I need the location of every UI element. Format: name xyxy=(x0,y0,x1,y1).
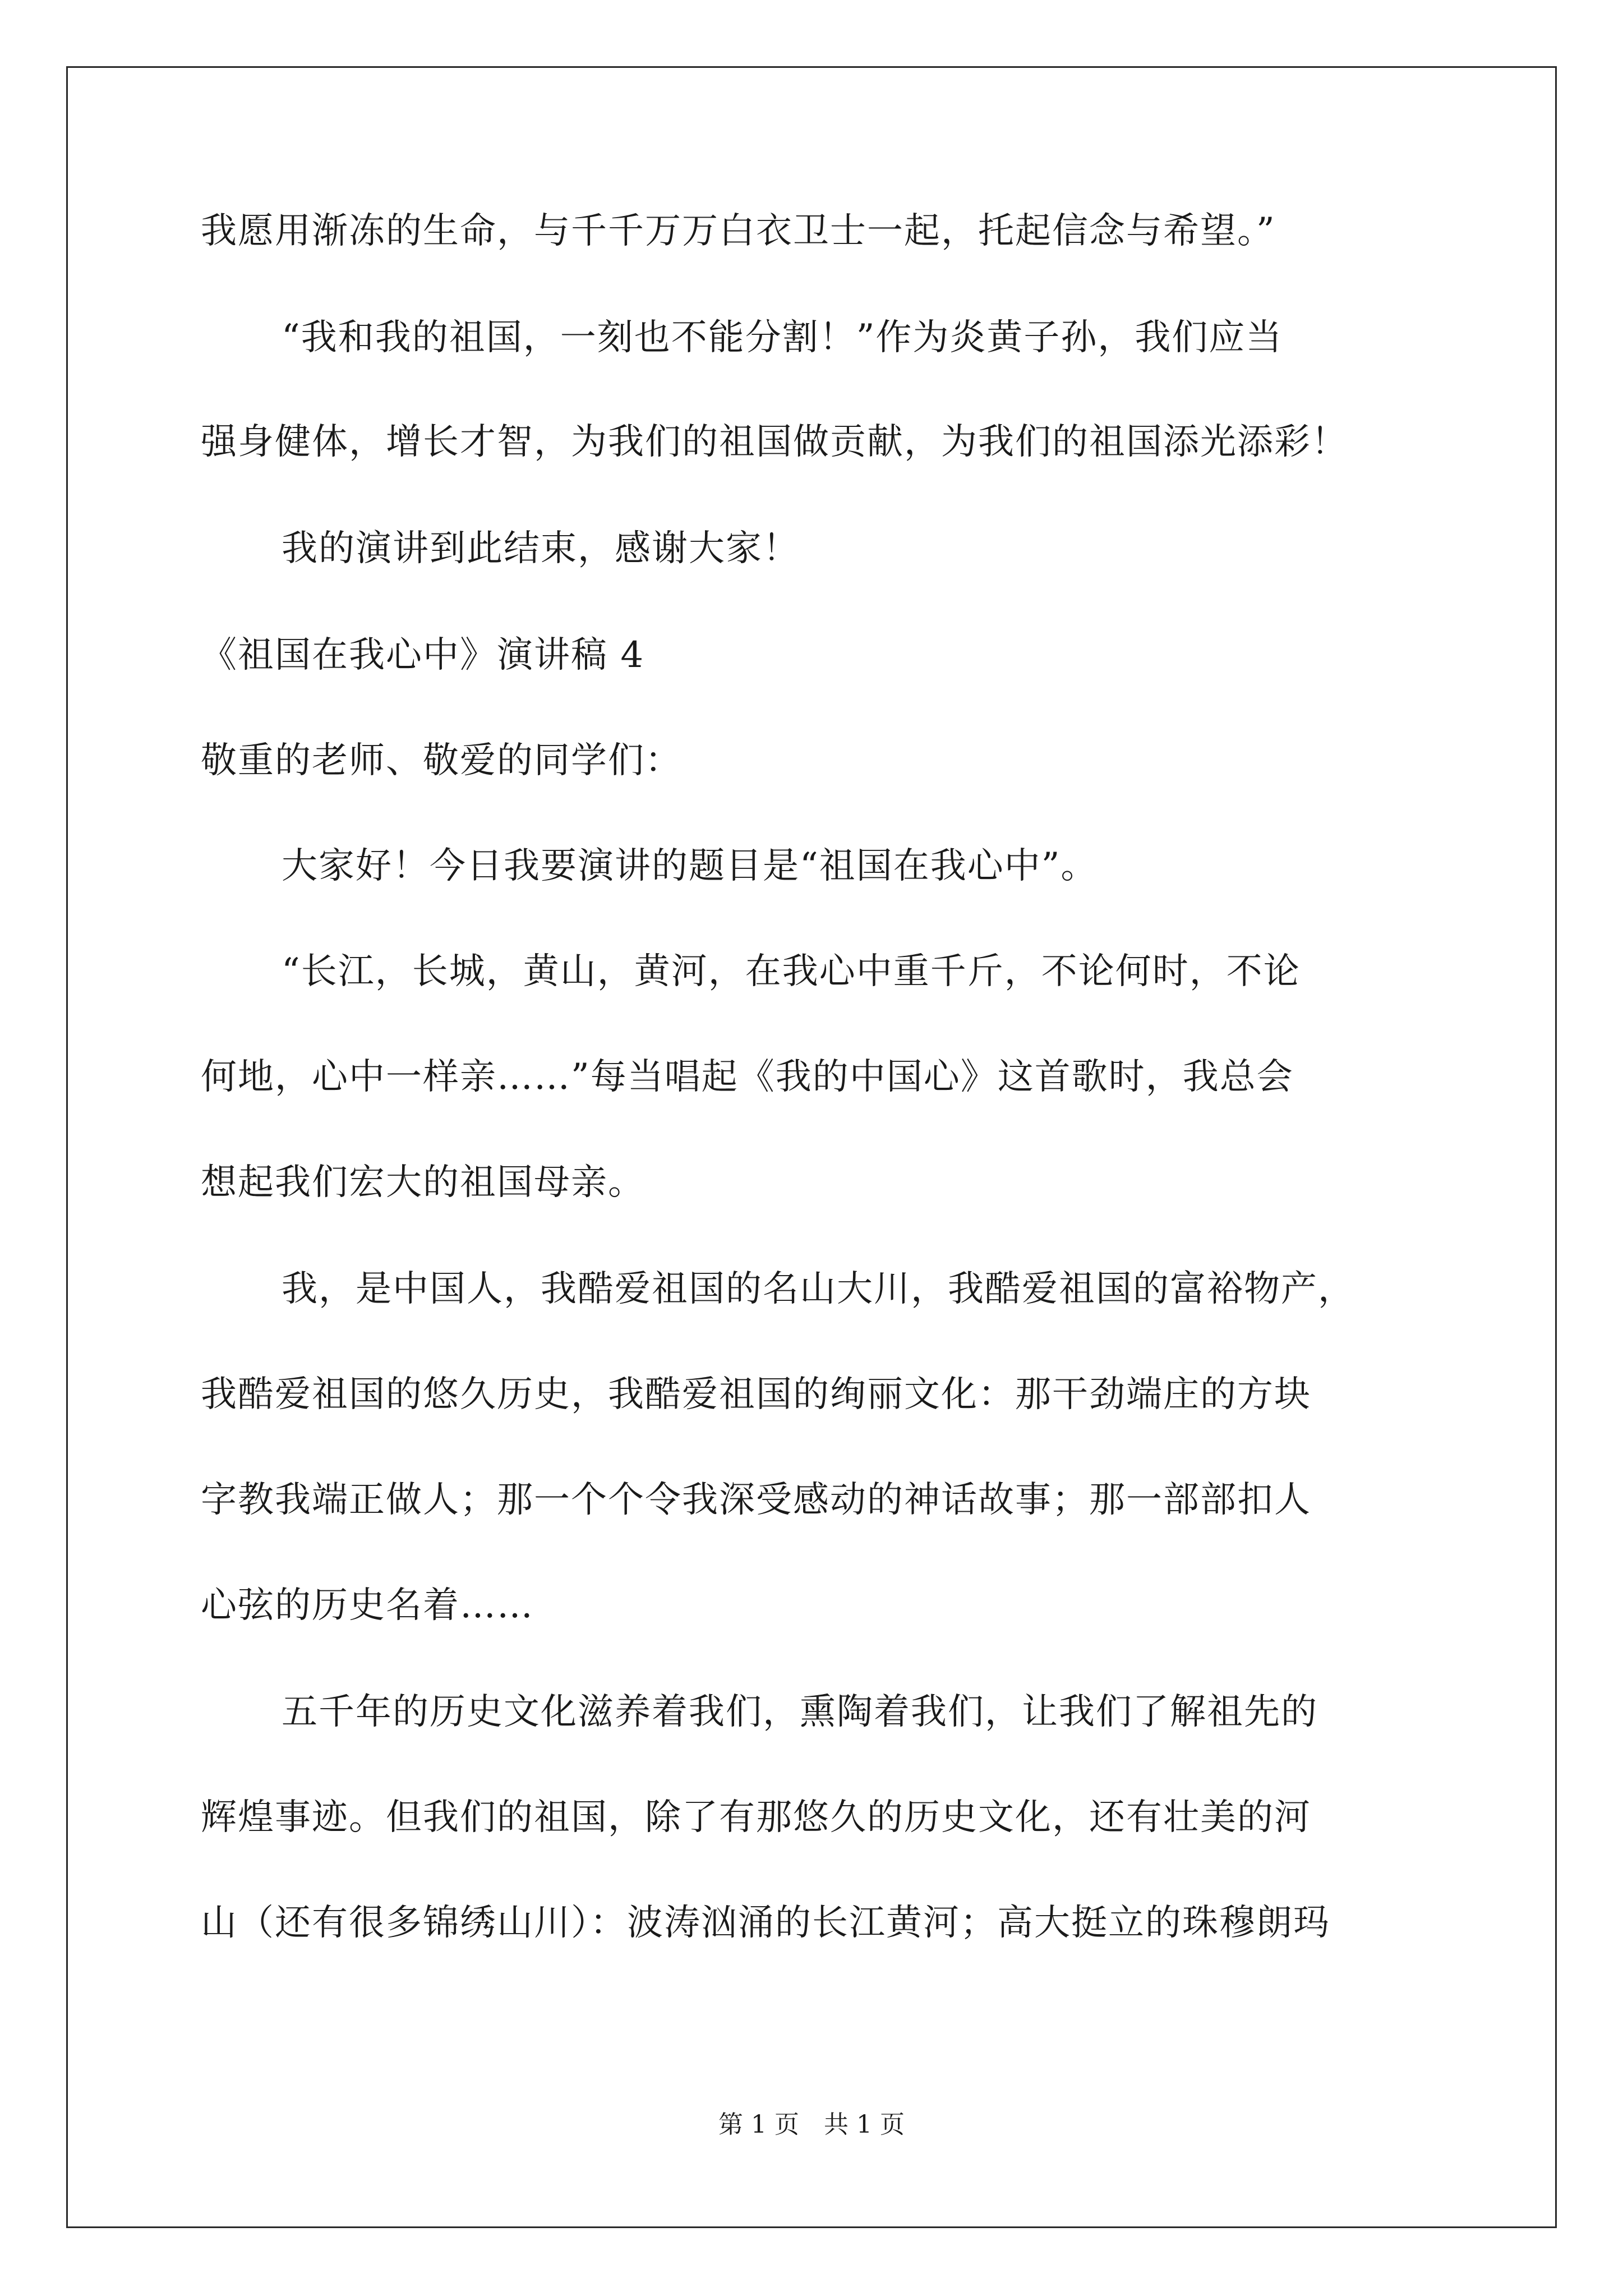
body-line: 字教我端正做人；那一个个令我深受感动的神话故事；那一部部扣人 xyxy=(201,1479,1311,1521)
body-line: “长江，长城，黄山，黄河，在我心中重千斤，不论何时，不论 xyxy=(282,951,1301,992)
page-number-footer: 第 1 页 共 1 页 xyxy=(718,2110,905,2139)
body-line: 我，是中国人，我酷爱祖国的名山大川，我酷爱祖国的富裕物产， xyxy=(282,1268,1355,1310)
section-title: 《祖国在我心中》演讲稿 4 xyxy=(201,634,645,676)
body-line: 我的演讲到此结束，感谢大家！ xyxy=(282,528,800,569)
body-line: 辉煌事迹。但我们的祖国，除了有那悠久的历史文化，还有壮美的河 xyxy=(201,1797,1311,1838)
body-line: “我和我的祖国，一刻也不能分割！”作为炎黄子孙，我们应当 xyxy=(282,317,1283,358)
salutation: 敬重的老师、敬爱的同学们： xyxy=(201,740,682,781)
body-line: 何地，心中一样亲……”每当唱起《我的中国心》这首歌时，我总会 xyxy=(201,1056,1294,1098)
body-line: 五千年的历史文化滋养着我们，熏陶着我们，让我们了解祖先的 xyxy=(282,1691,1318,1733)
body-line: 大家好！今日我要演讲的题目是“祖国在我心中”。 xyxy=(282,845,1098,887)
body-line: 强身健体，增长才智，为我们的祖国做贡献，为我们的祖国添光添彩！ xyxy=(201,421,1348,463)
body-line: 山（还有很多锦绣山川）：波涛汹涌的长江黄河；高大挺立的珠穆朗玛 xyxy=(201,1902,1330,1944)
body-line: 心弦的历史名着…… xyxy=(201,1585,534,1626)
body-line: 想起我们宏大的祖国母亲。 xyxy=(201,1162,645,1203)
body-line: 我愿用渐冻的生命，与千千万万白衣卫士一起，托起信念与希望。” xyxy=(201,210,1276,252)
body-line: 我酷爱祖国的悠久历史，我酷爱祖国的绚丽文化：那干劲端庄的方块 xyxy=(201,1374,1311,1415)
